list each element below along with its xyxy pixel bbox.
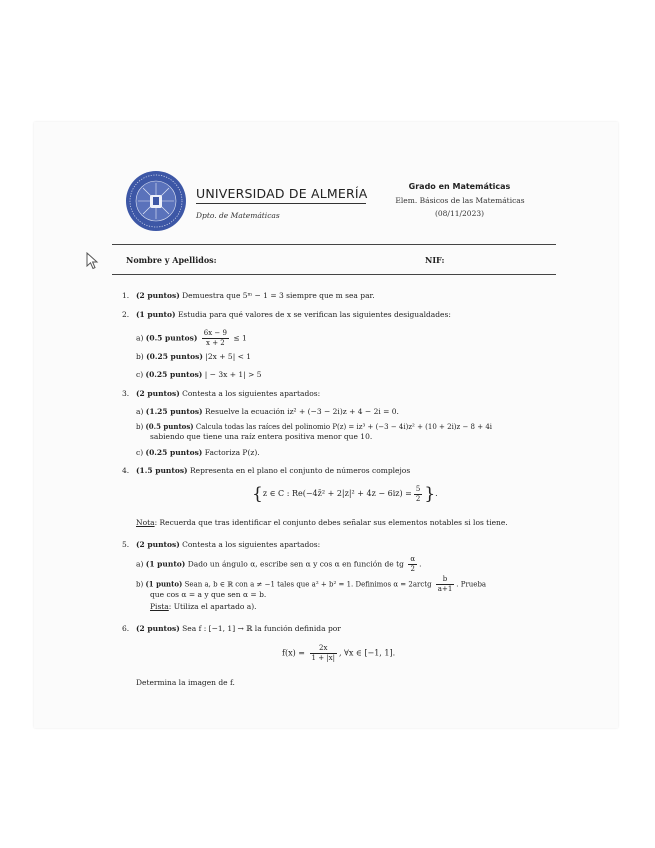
q3b-label: b)	[136, 423, 144, 431]
q5-number: 5.	[122, 540, 130, 549]
q4-number: 4.	[122, 466, 130, 475]
q2b-text: |2x + 5| < 1	[205, 352, 252, 361]
q3b-text-line2: sabiendo que tiene una raíz entera positiva menor que 10.	[150, 432, 373, 441]
q3-part-a	[136, 407, 399, 417]
q2-part-b	[136, 352, 251, 362]
q1-number: 1.	[122, 291, 130, 300]
q4-points: (1.5 puntos)	[136, 466, 188, 475]
q6-text: Sea f : [−1, 1] → ℝ la función definida por	[182, 624, 341, 633]
q3a-label: a)	[136, 407, 144, 416]
q4-set-left: z ∈ C : Re(−4z̄² + 2|z|² + 4z − 6iz) =	[262, 489, 412, 498]
q3-points: (2 puntos)	[136, 389, 180, 398]
q4-note-label: Nota	[136, 518, 155, 527]
question-3	[136, 389, 320, 399]
q5a-numerator: α	[410, 555, 416, 563]
q2a-denominator: x + 2	[206, 339, 225, 347]
name-label: Nombre y Apellidos:	[126, 255, 217, 265]
q2b-label: b)	[136, 352, 144, 361]
q5b-end: . Prueba	[456, 580, 487, 589]
subject-name: Elem. Básicos de las Matemáticas	[395, 196, 525, 205]
q1-text: Demuestra que 5ᵐ − 1 = 3 siempre que m sea par.	[182, 291, 375, 300]
q6-f-right: , ∀x ∈ [−1, 1].	[338, 648, 396, 658]
q4-fraction	[414, 485, 422, 504]
q4-set-end: .	[435, 489, 438, 498]
q5-hint-label: Pista	[150, 602, 169, 611]
q5a-fraction	[408, 555, 417, 574]
q2-part-c	[136, 370, 262, 380]
q3b-points: (0.5 puntos)	[145, 422, 194, 431]
q5a-label: a)	[136, 559, 144, 569]
bottom-rule	[112, 274, 556, 275]
q5a-denominator: 2	[410, 565, 415, 573]
q3-part-c	[136, 448, 260, 458]
q3-text: Contesta a los siguientes apartados:	[182, 389, 321, 398]
mouse-pointer-icon	[86, 252, 100, 270]
q6-points: (2 puntos)	[136, 624, 180, 633]
q6-fraction	[310, 644, 337, 663]
q5b-numerator: b	[436, 575, 455, 585]
exam-date: (08/11/2023)	[434, 209, 485, 218]
q2a-points: (0.5 puntos)	[145, 333, 198, 343]
q2-text: Estudia para qué valores de x se verifican las siguientes desigualdades:	[177, 310, 451, 319]
q5b-denominator: a+1	[437, 585, 453, 593]
q6-number: 6.	[122, 624, 130, 633]
header-divider	[196, 203, 366, 204]
q5-points: (2 puntos)	[136, 540, 180, 549]
q4-set-expression	[252, 484, 438, 504]
q5a-text: Dado un ángulo α, escribe sen α y cos α en función de tg	[187, 559, 404, 569]
q5a-end: .	[419, 559, 422, 569]
q5a-points: (1 punto)	[145, 559, 186, 569]
q2a-relation: ≤ 1	[233, 333, 247, 343]
q3c-points: (0.25 puntos)	[145, 448, 203, 457]
q5-text: Contesta a los siguientes apartados:	[182, 540, 321, 549]
q3c-label: c)	[136, 448, 144, 457]
q1-points: (2 puntos)	[136, 291, 180, 300]
q2c-label: c)	[136, 370, 144, 379]
q3b-text: Calcula todas las raíces del polinomio P(z) = iz³ + (−3 − 4i)z² + (10 + 2i)z − 8 + 4i	[195, 423, 493, 431]
q3-number: 3.	[122, 389, 130, 398]
university-seal-logo	[125, 170, 187, 232]
question-6	[136, 624, 341, 634]
q5b-points: (1 punto)	[145, 579, 183, 589]
q5-hint-text: : Utiliza el apartado a).	[168, 602, 257, 611]
q4-note-text: : Recuerda que tras identificar el conjunto debes señalar sus elementos notables si los tiene.	[154, 518, 508, 527]
top-rule	[112, 244, 556, 245]
q6-numerator: 2x	[310, 644, 337, 654]
q6-final-instruction: Determina la imagen de f.	[136, 678, 235, 687]
q2a-fraction	[202, 329, 229, 348]
q3a-points: (1.25 puntos)	[145, 407, 203, 416]
left-brace: {	[252, 484, 263, 504]
q5b-label: b)	[136, 580, 144, 589]
q5b-text-line2: que cos α = a y que sen α = b.	[150, 590, 267, 599]
question-2	[136, 310, 451, 320]
q2-number: 2.	[122, 310, 130, 319]
q2a-label: a)	[136, 333, 144, 343]
q2a-numerator: 6x − 9	[203, 329, 227, 337]
q3-part-b	[136, 422, 492, 432]
degree-name: Grado en Matemáticas	[408, 182, 511, 191]
q4-text: Representa en el plano el conjunto de números complejos	[190, 466, 411, 475]
q6-function-definition	[282, 644, 395, 663]
q5b-text: Sean a, b ∈ ℝ con a ≠ −1 tales que a² + b² = 1. Definimos α = 2arctg	[184, 580, 432, 589]
q2-part-a	[136, 329, 247, 348]
q3a-text: Resuelve la ecuación iz² + (−3 − 2i)z + 4 − 2i = 0.	[205, 407, 399, 416]
q2-points: (1 punto)	[136, 310, 176, 319]
department-name: Dpto. de Matemáticas	[196, 211, 280, 220]
question-5	[136, 540, 320, 550]
q3c-text: Factoriza P(z).	[204, 448, 260, 457]
q5b-fraction	[436, 575, 455, 594]
q2c-points: (0.25 puntos)	[145, 370, 203, 379]
q4-note	[136, 518, 508, 528]
university-name: UNIVERSIDAD DE ALMERÍA	[196, 186, 368, 201]
question-4	[136, 466, 410, 476]
q4-denominator: 2	[415, 494, 421, 503]
right-brace: }	[424, 484, 436, 504]
q4-numerator: 5	[415, 484, 421, 493]
q5-part-a	[136, 555, 421, 574]
q6-denominator: 1 + |x|	[311, 654, 335, 662]
q2b-points: (0.25 puntos)	[146, 352, 203, 361]
question-1	[136, 291, 375, 301]
q2c-text: | − 3x + 1| > 5	[204, 370, 262, 379]
q5-hint	[150, 602, 257, 612]
nif-label: NIF:	[425, 255, 445, 265]
q6-f-left: f(x) =	[282, 648, 305, 658]
